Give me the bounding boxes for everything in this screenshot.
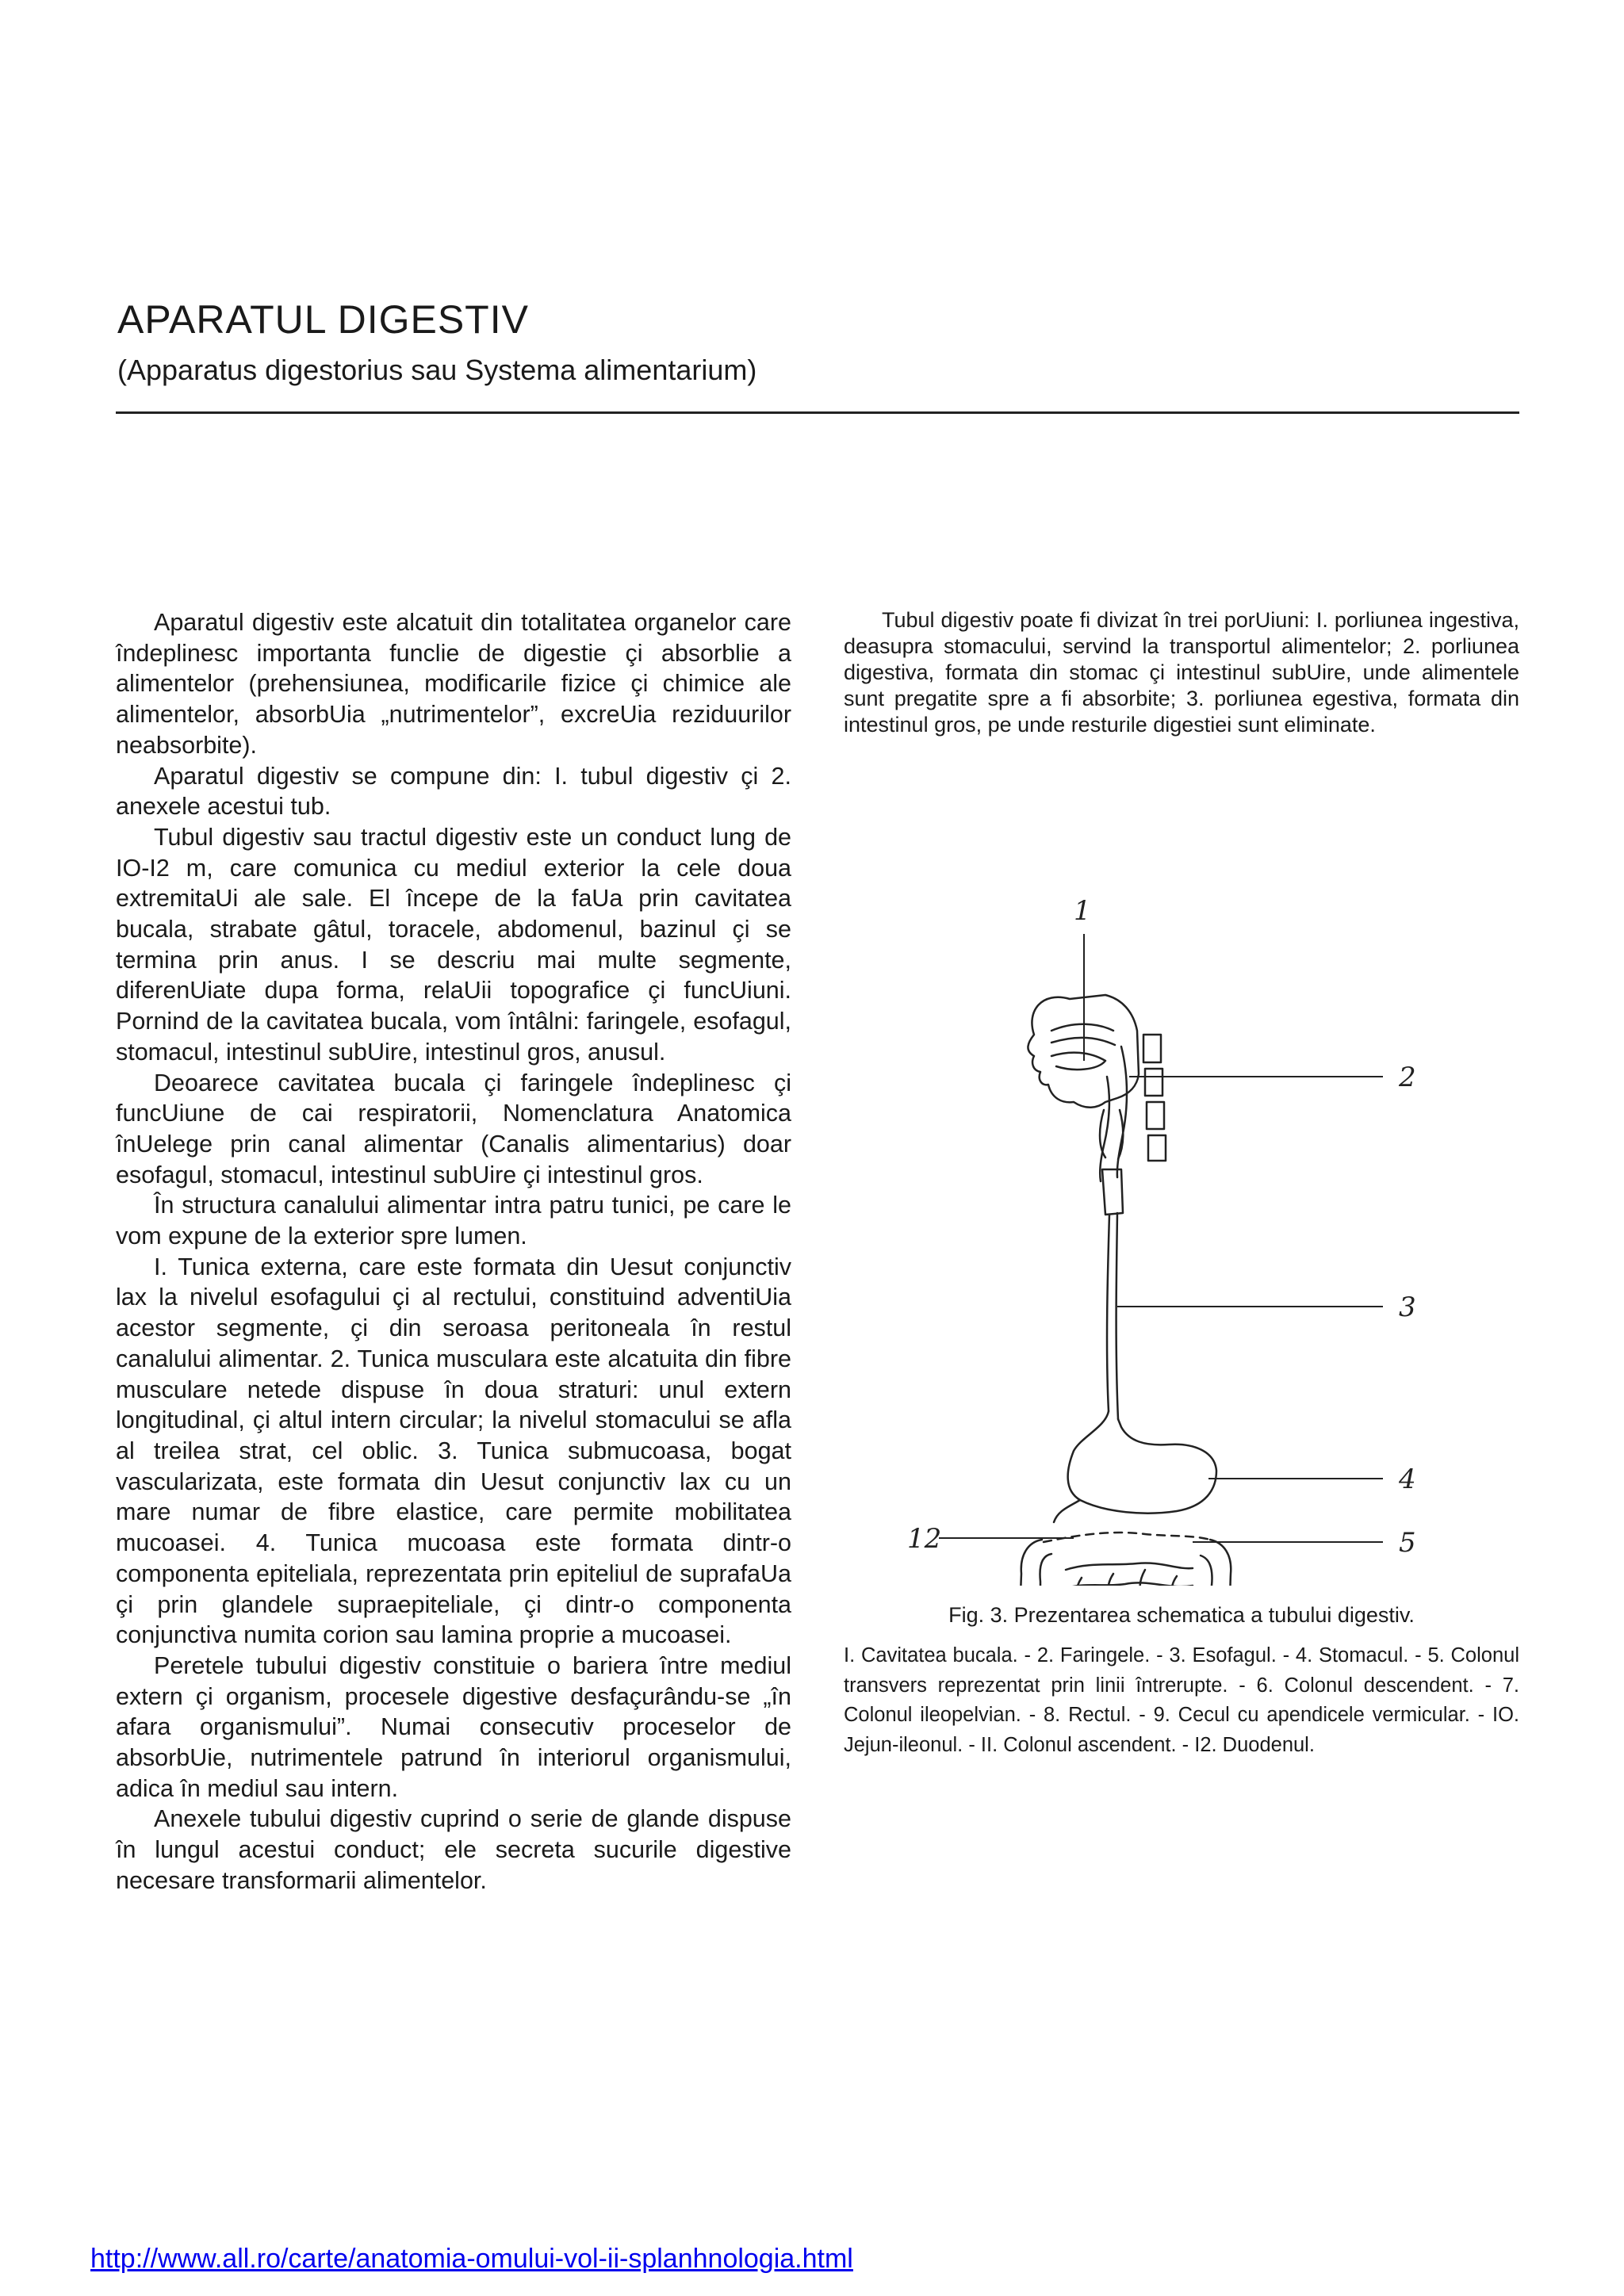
paragraph: Deoarece cavitatea bucala çi faringele îndeplinesc çi funcUiune de cai respiratorii, Nomenclatura Anatomica înUelege prin canal alimentar (Canalis alimentarius) doar esofagul, stomacul, intestinul subUire çi intestinul gros. xyxy=(116,1069,791,1188)
paragraph: Aparatul digestiv se compune din: I. tubul digestiv çi 2. anexele acestui tub. xyxy=(116,762,791,821)
label-4: 4 xyxy=(1399,1464,1416,1495)
figure-caption: Fig. 3. Prezentarea schematica a tubului digestiv. xyxy=(948,1603,1415,1627)
digestive-tract-diagram xyxy=(844,872,1519,1586)
pharynx xyxy=(1100,1047,1127,1181)
descending-colon xyxy=(1201,1540,1231,1586)
paragraph: Aparatul digestiv este alcatuit din totalitatea organelor care îndeplinesc importanta funclie de digestie çi absorblie a alimentelor (prehensiunea, modificarile fizice çi chimice ale alimentelor, absorbUia „nutrimentelor”, excreUia reziduurilor neabsorbite). xyxy=(116,609,791,759)
oral-cavity xyxy=(1051,1053,1105,1070)
right-text-column xyxy=(844,607,1519,738)
paragraph: Tubul digestiv poate fi divizat în trei porUiuni: I. porliunea ingestiva, deasupra stomacului, servind la transportul alimentelor; 2. porliunea digestiva, formata din stomac çi intestinul subUire, unde alimentele sunt pregatite spre a fi absorbite; 3. porliunea egestiva, formata din intestinul gros, pe unde resturile digestiei sunt eliminate. xyxy=(844,608,1519,737)
digestive-tract-figure xyxy=(844,872,1519,1586)
label-12: 12 xyxy=(907,1523,942,1555)
paragraph: Anexele tubului digestiv cuprind o serie de glande dispuse în lungul acestui conduct; ele secreta sucurile digestive necesare transformarii alimentelor. xyxy=(116,1805,791,1894)
label-1: 1 xyxy=(1074,895,1091,927)
ascending-colon xyxy=(1021,1540,1051,1586)
page-title: APARATUL DIGESTIV xyxy=(117,297,529,342)
paragraph: Tubul digestiv sau tractul digestiv este un conduct lung de IO-I2 m, care comunica cu mediul exterior la cele doua extremitaUi ale sale. El începe de la faUa prin cavitatea bucala, strabate gâtul, toracele, abdomenul, bazinul çi se termina prin anus. I se descriu mai multe segmente, diferenUiate dupa forma, relaUii topografice çi funcUiuni. Pornind de la cavitatea bucala, vom întâlni: faringele, esofagul, stomacul, intestinul subUire, intestinul gros, anusul. xyxy=(116,823,791,1066)
left-text-column xyxy=(116,607,791,1896)
source-link[interactable]: http://www.all.ro/carte/anatomia-omului-vol-ii-splanhnologia.html xyxy=(90,2244,853,2274)
paragraph: Peretele tubului digestiv constituie o bariera între mediul extern çi organism, procesele digestive desfaçurându-se „în afara organismului”. Numai consecutiv proceselor de absorbUie, nutrimentele patrund în interiorul organismului, adica în mediul sau intern. xyxy=(116,1651,791,1802)
paragraph: În structura canalului alimentar intra patru tunici, pe care le vom expune de la exterior spre lumen. xyxy=(116,1192,791,1250)
label-3: 3 xyxy=(1399,1292,1416,1323)
label-5: 5 xyxy=(1399,1527,1416,1559)
esophagus xyxy=(1107,1213,1118,1419)
label-leaders xyxy=(923,934,1383,1586)
label-2: 2 xyxy=(1399,1062,1416,1093)
duodenum xyxy=(1054,1500,1080,1522)
paragraph: I. Tunica externa, care este formata din Uesut conjunctiv lax la nivelul esofagului çi al rectului, constituind adventiUia acestor segmente, çi din seroasa peritoneala în restul canalului alimentar. 2. Tunica musculara este alcatuita din fibre musculare netede dispuse în doua straturi: unul extern longitudinal, çi altul intern circular; la nivelul stomacului se afla al treilea strat, cel oblic. 3. Tunica submucoasa, bogat vascularizata, este formata din Uesut conjunctiv lax cu un mare numar de fibre elastice, care permite mobilitatea mucoasei. 4. Tunica mucoasa este formata dintr-o componenta epiteliala, reprezentata prin epiteliul de suprafaUa çi prin glandele supraepiteliale, çi dintr-o componenta conjunctiva numita corion sau lamina proprie a mucoasei. xyxy=(116,1253,791,1649)
title-divider xyxy=(116,411,1519,414)
larynx xyxy=(1100,1110,1123,1215)
page-subtitle: (Apparatus digestorius sau Systema alimentarium) xyxy=(117,354,757,386)
figure-legend: I. Cavitatea bucala. - 2. Faringele. - 3. Esofagul. - 4. Stomacul. - 5. Colonul transvers reprezentat prin linii întrerupte. - 6. Colonul descendent. - 7. Colonul ileopelvian. - 8. Rectul. - 9. Cecul cu apendicele vermicular. - IO. Jejun-ileonul. - II. Colonul ascendent. - I2. Duodenul. xyxy=(844,1644,1519,1756)
stomach xyxy=(1068,1411,1216,1513)
vertebrae xyxy=(1143,1035,1166,1161)
